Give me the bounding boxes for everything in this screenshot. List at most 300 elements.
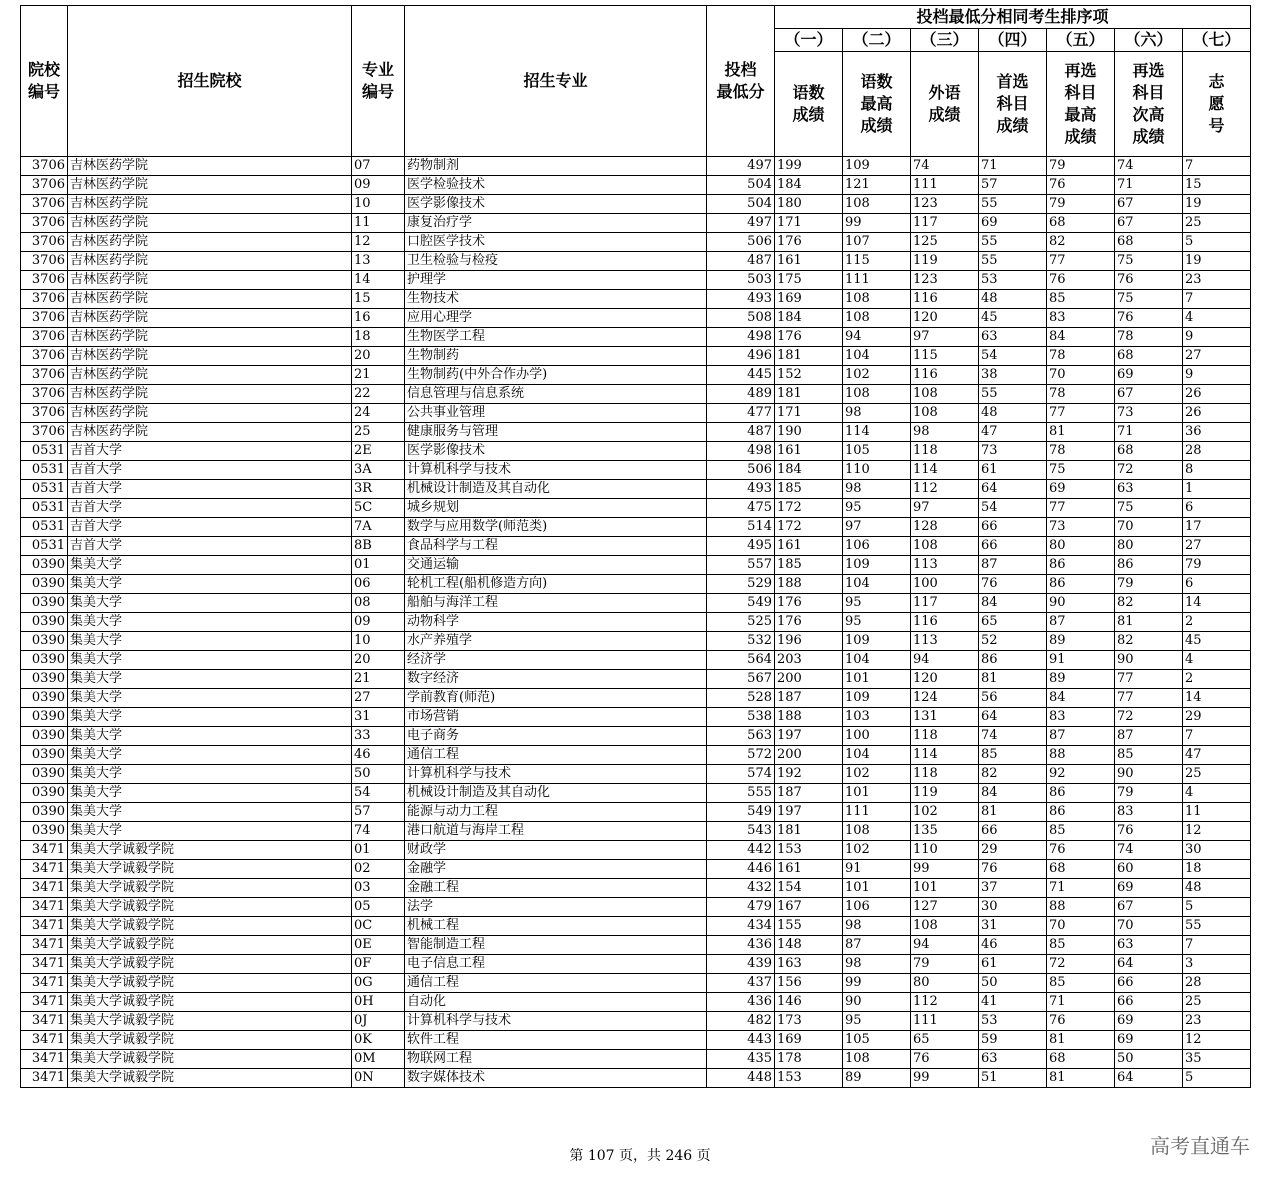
volunteer-number: 55: [1183, 917, 1251, 936]
score-foreign-language: 97: [911, 328, 979, 347]
table-row: [21, 157, 1251, 176]
score-chinese-math: 187: [775, 784, 843, 803]
score-elective-max: 92: [1047, 765, 1115, 784]
score-elective-second: 75: [1115, 499, 1183, 518]
score-elective-second: 78: [1115, 328, 1183, 347]
major-code: 03: [352, 879, 405, 898]
volunteer-number: 23: [1183, 1012, 1251, 1031]
major-code: 09: [352, 613, 405, 632]
score-chinese-math-max: 98: [843, 480, 911, 499]
score-elective-max: 76: [1047, 1012, 1115, 1031]
score-first-subject: 76: [979, 860, 1047, 879]
score-chinese-math: 169: [775, 290, 843, 309]
score-chinese-math: 190: [775, 423, 843, 442]
score-foreign-language: 102: [911, 803, 979, 822]
table-row: [21, 689, 1251, 708]
score-chinese-math-max: 108: [843, 1050, 911, 1069]
score-foreign-language: 117: [911, 214, 979, 233]
score-elective-max: 70: [1047, 366, 1115, 385]
score-foreign-language: 118: [911, 727, 979, 746]
score-elective-max: 86: [1047, 803, 1115, 822]
score-first-subject: 53: [979, 1012, 1047, 1031]
table-row: [21, 594, 1251, 613]
score-chinese-math-max: 97: [843, 518, 911, 537]
score-elective-second: 67: [1115, 214, 1183, 233]
school-code: 0390: [21, 651, 68, 670]
score-elective-second: 79: [1115, 575, 1183, 594]
header-item: 再选 科目 次高 成绩: [1115, 52, 1183, 157]
min-score: 543: [707, 822, 775, 841]
header-item: 语数 成绩: [775, 52, 843, 157]
major-code: 57: [352, 803, 405, 822]
score-elective-second: 83: [1115, 803, 1183, 822]
score-foreign-language: 108: [911, 537, 979, 556]
school-name: 吉林医药学院: [68, 176, 352, 195]
major-name: 公共事业管理: [405, 404, 707, 423]
header-rank: （三）: [911, 29, 979, 52]
table-row: [21, 385, 1251, 404]
school-code: 0390: [21, 670, 68, 689]
major-name: 城乡规划: [405, 499, 707, 518]
min-score: 435: [707, 1050, 775, 1069]
table-row: [21, 1069, 1251, 1088]
score-chinese-math: 188: [775, 708, 843, 727]
score-elective-max: 86: [1047, 556, 1115, 575]
table-header: [21, 6, 1251, 157]
major-name: 机械设计制造及其自动化: [405, 784, 707, 803]
school-name: 集美大学诚毅学院: [68, 841, 352, 860]
score-chinese-math-max: 95: [843, 1012, 911, 1031]
min-score: 432: [707, 879, 775, 898]
major-name: 能源与动力工程: [405, 803, 707, 822]
volunteer-number: 27: [1183, 537, 1251, 556]
major-code: 12: [352, 233, 405, 252]
score-elective-second: 70: [1115, 518, 1183, 537]
min-score: 508: [707, 309, 775, 328]
score-chinese-math: 199: [775, 157, 843, 176]
table-row: [21, 1031, 1251, 1050]
score-elective-second: 67: [1115, 385, 1183, 404]
score-chinese-math: 155: [775, 917, 843, 936]
school-code: 0390: [21, 784, 68, 803]
header-item: 首选 科目 成绩: [979, 52, 1047, 157]
major-name: 轮机工程(船机修造方向): [405, 575, 707, 594]
table-row: [21, 879, 1251, 898]
score-first-subject: 84: [979, 594, 1047, 613]
score-elective-second: 90: [1115, 651, 1183, 670]
score-foreign-language: 94: [911, 651, 979, 670]
score-elective-max: 81: [1047, 423, 1115, 442]
score-elective-second: 72: [1115, 461, 1183, 480]
min-score: 529: [707, 575, 775, 594]
school-name: 吉林医药学院: [68, 328, 352, 347]
score-chinese-math-max: 109: [843, 632, 911, 651]
score-elective-second: 66: [1115, 974, 1183, 993]
score-elective-max: 78: [1047, 347, 1115, 366]
school-code: 3706: [21, 176, 68, 195]
score-elective-max: 75: [1047, 461, 1115, 480]
score-first-subject: 31: [979, 917, 1047, 936]
major-name: 船舶与海洋工程: [405, 594, 707, 613]
score-chinese-math-max: 108: [843, 309, 911, 328]
score-elective-second: 64: [1115, 955, 1183, 974]
major-code: 08: [352, 594, 405, 613]
score-elective-max: 88: [1047, 746, 1115, 765]
school-code: 0390: [21, 708, 68, 727]
score-elective-second: 63: [1115, 480, 1183, 499]
school-code: 0531: [21, 537, 68, 556]
major-name: 金融学: [405, 860, 707, 879]
score-elective-second: 70: [1115, 917, 1183, 936]
score-chinese-math: 176: [775, 233, 843, 252]
school-name: 集美大学: [68, 746, 352, 765]
score-elective-max: 77: [1047, 404, 1115, 423]
min-score: 493: [707, 480, 775, 499]
min-score: 555: [707, 784, 775, 803]
header-item: 志 愿 号: [1183, 52, 1251, 157]
volunteer-number: 9: [1183, 328, 1251, 347]
min-score: 482: [707, 1012, 775, 1031]
score-first-subject: 46: [979, 936, 1047, 955]
score-first-subject: 86: [979, 651, 1047, 670]
major-code: 01: [352, 556, 405, 575]
min-score: 528: [707, 689, 775, 708]
score-foreign-language: 127: [911, 898, 979, 917]
score-elective-second: 76: [1115, 309, 1183, 328]
major-code: 0G: [352, 974, 405, 993]
score-elective-second: 72: [1115, 708, 1183, 727]
score-chinese-math-max: 89: [843, 1069, 911, 1088]
major-name: 通信工程: [405, 746, 707, 765]
score-chinese-math-max: 106: [843, 537, 911, 556]
school-name: 集美大学诚毅学院: [68, 860, 352, 879]
volunteer-number: 4: [1183, 784, 1251, 803]
table-row: [21, 290, 1251, 309]
table-row: [21, 518, 1251, 537]
school-name: 集美大学诚毅学院: [68, 898, 352, 917]
score-chinese-math: 172: [775, 518, 843, 537]
score-chinese-math-max: 111: [843, 803, 911, 822]
score-foreign-language: 100: [911, 575, 979, 594]
score-elective-second: 76: [1115, 271, 1183, 290]
score-chinese-math-max: 114: [843, 423, 911, 442]
score-foreign-language: 116: [911, 613, 979, 632]
school-name: 集美大学诚毅学院: [68, 879, 352, 898]
volunteer-number: 6: [1183, 575, 1251, 594]
school-code: 3471: [21, 1031, 68, 1050]
school-name: 集美大学诚毅学院: [68, 1012, 352, 1031]
score-chinese-math-max: 106: [843, 898, 911, 917]
score-foreign-language: 108: [911, 404, 979, 423]
header-item: 外语 成绩: [911, 52, 979, 157]
school-code: 3706: [21, 366, 68, 385]
major-code: 46: [352, 746, 405, 765]
table-row: [21, 765, 1251, 784]
score-chinese-math-max: 109: [843, 556, 911, 575]
score-elective-second: 71: [1115, 423, 1183, 442]
volunteer-number: 28: [1183, 974, 1251, 993]
table-row: [21, 860, 1251, 879]
score-chinese-math: 184: [775, 461, 843, 480]
major-name: 数学与应用数学(师范类): [405, 518, 707, 537]
major-code: 06: [352, 575, 405, 594]
score-chinese-math-max: 115: [843, 252, 911, 271]
score-elective-max: 89: [1047, 632, 1115, 651]
score-first-subject: 84: [979, 784, 1047, 803]
score-chinese-math: 176: [775, 594, 843, 613]
volunteer-number: 14: [1183, 689, 1251, 708]
score-chinese-math-max: 101: [843, 670, 911, 689]
score-chinese-math: 172: [775, 499, 843, 518]
score-first-subject: 51: [979, 1069, 1047, 1088]
score-elective-max: 91: [1047, 651, 1115, 670]
score-chinese-math: 152: [775, 366, 843, 385]
score-elective-max: 84: [1047, 328, 1115, 347]
major-name: 食品科学与工程: [405, 537, 707, 556]
school-name: 集美大学诚毅学院: [68, 993, 352, 1012]
school-code: 3706: [21, 195, 68, 214]
school-name: 吉首大学: [68, 442, 352, 461]
score-first-subject: 29: [979, 841, 1047, 860]
major-name: 应用心理学: [405, 309, 707, 328]
school-name: 集美大学: [68, 594, 352, 613]
school-code: 0390: [21, 746, 68, 765]
header-rank: （四）: [979, 29, 1047, 52]
major-code: 02: [352, 860, 405, 879]
major-code: 0M: [352, 1050, 405, 1069]
school-name: 吉首大学: [68, 480, 352, 499]
score-first-subject: 56: [979, 689, 1047, 708]
score-elective-second: 64: [1115, 1069, 1183, 1088]
header-major-name: 招生专业: [405, 6, 707, 157]
school-code: 0390: [21, 632, 68, 651]
score-chinese-math: 169: [775, 1031, 843, 1050]
header-rank: （五）: [1047, 29, 1115, 52]
score-elective-second: 69: [1115, 879, 1183, 898]
volunteer-number: 8: [1183, 461, 1251, 480]
score-foreign-language: 99: [911, 860, 979, 879]
score-first-subject: 61: [979, 461, 1047, 480]
major-name: 口腔医学技术: [405, 233, 707, 252]
major-name: 机械设计制造及其自动化: [405, 480, 707, 499]
school-name: 吉林医药学院: [68, 157, 352, 176]
volunteer-number: 7: [1183, 290, 1251, 309]
score-chinese-math: 196: [775, 632, 843, 651]
volunteer-number: 26: [1183, 385, 1251, 404]
school-code: 3471: [21, 841, 68, 860]
score-chinese-math-max: 91: [843, 860, 911, 879]
score-elective-max: 68: [1047, 1050, 1115, 1069]
score-chinese-math: 187: [775, 689, 843, 708]
score-foreign-language: 118: [911, 765, 979, 784]
major-code: 01: [352, 841, 405, 860]
min-score: 436: [707, 993, 775, 1012]
score-elective-max: 68: [1047, 214, 1115, 233]
major-code: 7A: [352, 518, 405, 537]
score-elective-second: 75: [1115, 290, 1183, 309]
school-code: 3706: [21, 347, 68, 366]
min-score: 504: [707, 176, 775, 195]
score-first-subject: 55: [979, 233, 1047, 252]
min-score: 538: [707, 708, 775, 727]
score-elective-max: 72: [1047, 955, 1115, 974]
min-score: 495: [707, 537, 775, 556]
min-score: 574: [707, 765, 775, 784]
major-code: 0J: [352, 1012, 405, 1031]
school-code: 3471: [21, 879, 68, 898]
score-foreign-language: 125: [911, 233, 979, 252]
score-elective-max: 77: [1047, 499, 1115, 518]
score-elective-max: 76: [1047, 841, 1115, 860]
score-foreign-language: 117: [911, 594, 979, 613]
score-first-subject: 57: [979, 176, 1047, 195]
score-chinese-math-max: 108: [843, 290, 911, 309]
min-score: 498: [707, 442, 775, 461]
score-foreign-language: 112: [911, 993, 979, 1012]
major-name: 生物制药: [405, 347, 707, 366]
school-name: 吉林医药学院: [68, 347, 352, 366]
score-chinese-math: 154: [775, 879, 843, 898]
score-elective-second: 82: [1115, 632, 1183, 651]
score-foreign-language: 113: [911, 632, 979, 651]
score-first-subject: 74: [979, 727, 1047, 746]
school-code: 3706: [21, 404, 68, 423]
school-name: 集美大学: [68, 822, 352, 841]
score-foreign-language: 94: [911, 936, 979, 955]
score-chinese-math: 153: [775, 1069, 843, 1088]
school-name: 集美大学诚毅学院: [68, 1031, 352, 1050]
school-code: 3471: [21, 1012, 68, 1031]
score-chinese-math: 185: [775, 480, 843, 499]
admission-score-table: [20, 5, 1251, 1088]
school-name: 吉林医药学院: [68, 214, 352, 233]
table-row: [21, 442, 1251, 461]
page-footer: 第 107 页，共 246 页: [569, 1148, 711, 1164]
score-first-subject: 48: [979, 290, 1047, 309]
volunteer-number: 11: [1183, 803, 1251, 822]
score-elective-second: 69: [1115, 1012, 1183, 1031]
volunteer-number: 79: [1183, 556, 1251, 575]
table-row: [21, 176, 1251, 195]
school-code: 0390: [21, 803, 68, 822]
major-code: 20: [352, 651, 405, 670]
major-name: 医学影像技术: [405, 442, 707, 461]
score-chinese-math-max: 99: [843, 214, 911, 233]
score-elective-max: 78: [1047, 442, 1115, 461]
school-code: 3471: [21, 898, 68, 917]
score-chinese-math-max: 90: [843, 993, 911, 1012]
min-score: 475: [707, 499, 775, 518]
volunteer-number: 7: [1183, 727, 1251, 746]
score-foreign-language: 124: [911, 689, 979, 708]
major-name: 智能制造工程: [405, 936, 707, 955]
volunteer-number: 12: [1183, 822, 1251, 841]
score-elective-second: 69: [1115, 366, 1183, 385]
major-code: 0C: [352, 917, 405, 936]
school-code: 3706: [21, 214, 68, 233]
volunteer-number: 6: [1183, 499, 1251, 518]
score-chinese-math-max: 103: [843, 708, 911, 727]
volunteer-number: 4: [1183, 651, 1251, 670]
score-chinese-math-max: 95: [843, 594, 911, 613]
score-foreign-language: 111: [911, 1012, 979, 1031]
school-code: 3706: [21, 423, 68, 442]
score-chinese-math-max: 101: [843, 879, 911, 898]
score-first-subject: 63: [979, 1050, 1047, 1069]
major-code: 0F: [352, 955, 405, 974]
school-code: 3706: [21, 233, 68, 252]
table-row: [21, 461, 1251, 480]
score-chinese-math-max: 102: [843, 765, 911, 784]
score-first-subject: 61: [979, 955, 1047, 974]
major-name: 卫生检验与检疫: [405, 252, 707, 271]
school-name: 集美大学: [68, 765, 352, 784]
school-name: 吉首大学: [68, 461, 352, 480]
min-score: 439: [707, 955, 775, 974]
major-code: 21: [352, 366, 405, 385]
score-foreign-language: 79: [911, 955, 979, 974]
score-elective-max: 79: [1047, 195, 1115, 214]
score-foreign-language: 108: [911, 917, 979, 936]
major-code: 24: [352, 404, 405, 423]
score-elective-second: 68: [1115, 347, 1183, 366]
score-foreign-language: 116: [911, 290, 979, 309]
major-code: 0N: [352, 1069, 405, 1088]
score-first-subject: 55: [979, 195, 1047, 214]
score-elective-second: 74: [1115, 157, 1183, 176]
score-foreign-language: 98: [911, 423, 979, 442]
school-code: 3471: [21, 955, 68, 974]
score-foreign-language: 114: [911, 746, 979, 765]
school-name: 吉林医药学院: [68, 233, 352, 252]
table-row: [21, 423, 1251, 442]
major-code: 13: [352, 252, 405, 271]
min-score: 564: [707, 651, 775, 670]
score-first-subject: 47: [979, 423, 1047, 442]
score-first-subject: 65: [979, 613, 1047, 632]
score-first-subject: 63: [979, 328, 1047, 347]
score-chinese-math-max: 95: [843, 613, 911, 632]
score-chinese-math-max: 98: [843, 917, 911, 936]
school-name: 吉林医药学院: [68, 290, 352, 309]
score-elective-max: 69: [1047, 480, 1115, 499]
score-first-subject: 55: [979, 385, 1047, 404]
min-score: 448: [707, 1069, 775, 1088]
major-name: 数字经济: [405, 670, 707, 689]
major-name: 水产养殖学: [405, 632, 707, 651]
score-chinese-math: 156: [775, 974, 843, 993]
score-foreign-language: 80: [911, 974, 979, 993]
score-chinese-math: 185: [775, 556, 843, 575]
score-foreign-language: 108: [911, 385, 979, 404]
score-foreign-language: 110: [911, 841, 979, 860]
min-score: 572: [707, 746, 775, 765]
school-code: 3471: [21, 917, 68, 936]
score-chinese-math-max: 105: [843, 442, 911, 461]
score-chinese-math: 175: [775, 271, 843, 290]
school-name: 吉林医药学院: [68, 252, 352, 271]
school-code: 0390: [21, 765, 68, 784]
school-name: 集美大学诚毅学院: [68, 1069, 352, 1088]
score-chinese-math-max: 111: [843, 271, 911, 290]
school-name: 吉首大学: [68, 518, 352, 537]
header-item: 语数 最高 成绩: [843, 52, 911, 157]
school-name: 集美大学诚毅学院: [68, 955, 352, 974]
volunteer-number: 17: [1183, 518, 1251, 537]
min-score: 489: [707, 385, 775, 404]
school-name: 集美大学: [68, 670, 352, 689]
min-score: 549: [707, 594, 775, 613]
